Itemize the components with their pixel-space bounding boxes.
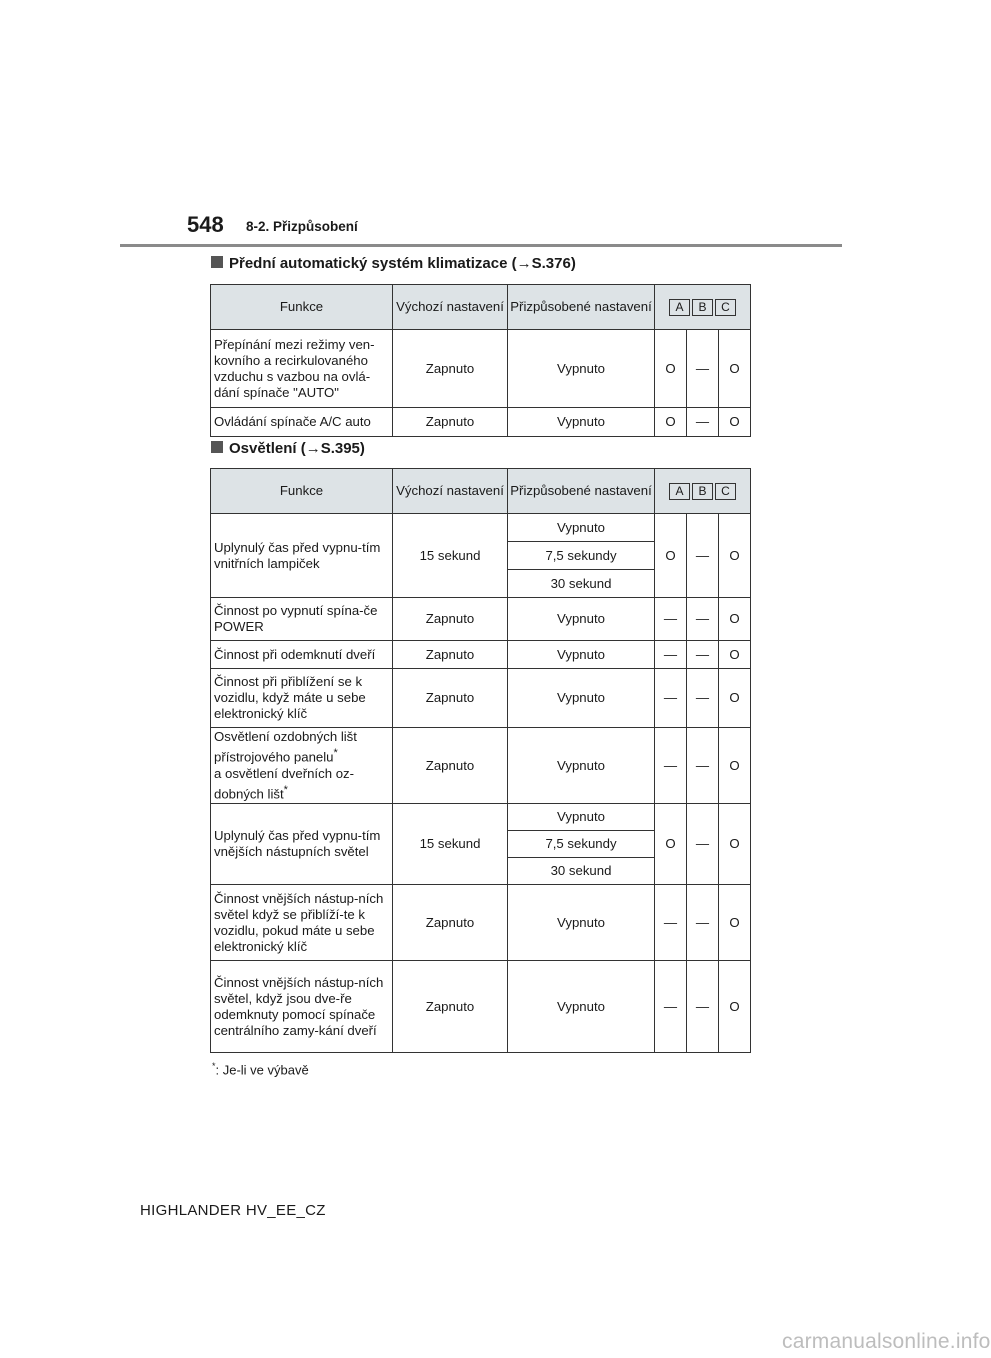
table-row (211, 804, 751, 831)
lighting-table (210, 468, 751, 1053)
table-row (211, 408, 751, 437)
box-b: B (692, 483, 713, 500)
cell-default: 15 sekund (393, 804, 508, 885)
table-header-row (211, 469, 751, 514)
cell-a: — (655, 885, 687, 961)
col-abc (655, 285, 751, 330)
cell-a: O (655, 330, 687, 408)
box-a: A (669, 299, 690, 316)
cell-a: O (655, 514, 687, 598)
cell-custom: Vypnuto (508, 641, 655, 669)
table-row (211, 669, 751, 728)
col-abc (655, 469, 751, 514)
cell-function: Činnost vnějších nástup-ních světel když se přiblíží-te k vozidlu, pokud máte u sebe elektronický klíč (211, 885, 393, 961)
cell-b: — (687, 885, 719, 961)
footnote-mark: * (212, 1061, 216, 1071)
cell-custom: Vypnuto (508, 728, 655, 804)
cell-custom: Vypnuto (508, 408, 655, 437)
table-row (211, 728, 751, 804)
cell-custom: Vypnuto (508, 669, 655, 728)
cell-a: O (655, 408, 687, 437)
cell-custom: 7,5 sekundy (508, 831, 655, 858)
climate-table (210, 284, 751, 437)
cell-default: Zapnuto (393, 408, 508, 437)
cell-a: — (655, 728, 687, 804)
cell-default: Zapnuto (393, 961, 508, 1053)
table-row (211, 598, 751, 641)
cell-default: Zapnuto (393, 669, 508, 728)
table-row (211, 330, 751, 408)
col-funkce: Funkce (211, 285, 393, 330)
cell-b: — (687, 641, 719, 669)
square-bullet-icon (211, 256, 223, 268)
page-number: 548 (187, 212, 224, 237)
box-c: C (715, 299, 736, 316)
table-row (211, 641, 751, 669)
cell-b: — (687, 598, 719, 641)
cell-custom: 7,5 sekundy (508, 542, 655, 570)
cell-custom: Vypnuto (508, 804, 655, 831)
cell-c: O (719, 330, 751, 408)
col-vychozi: Výchozí nastavení (393, 285, 508, 330)
cell-function: Osvětlení ozdobných lišt přístrojového panelu* a osvětlení dveřních oz-dobných lišt* (211, 728, 393, 804)
col-prizpusobene: Přizpůsobené nastavení (508, 469, 655, 514)
footnote-mark: * (283, 783, 288, 796)
cell-a: — (655, 641, 687, 669)
model-code: HIGHLANDER HV_EE_CZ (140, 1202, 326, 1219)
footnote: *: Je-li ve výbavě (212, 1061, 309, 1078)
cell-b: — (687, 961, 719, 1053)
cell-b: — (687, 330, 719, 408)
cell-function: Přepínání mezi režimy ven-kovního a recirkulovaného vzduchu s vazbou na ovlá-dání spínače "AUTO" (211, 330, 393, 408)
cell-custom: 30 sekund (508, 858, 655, 885)
cell-b: — (687, 669, 719, 728)
cell-c: O (719, 885, 751, 961)
square-bullet-icon (211, 441, 223, 453)
cell-c: O (719, 641, 751, 669)
cell-c: O (719, 514, 751, 598)
cell-default: Zapnuto (393, 885, 508, 961)
cell-custom: Vypnuto (508, 598, 655, 641)
header-rule (120, 244, 842, 247)
footnote-mark: * (333, 747, 338, 760)
cell-default: Zapnuto (393, 598, 508, 641)
cell-c: O (719, 804, 751, 885)
cell-b: — (687, 408, 719, 437)
cell-custom: Vypnuto (508, 885, 655, 961)
table-row (211, 514, 751, 542)
watermark: carmanualsonline.info (782, 1330, 991, 1353)
col-prizpusobene: Přizpůsobené nastavení (508, 285, 655, 330)
section-title-lighting: Osvětlení (→S.395) (211, 440, 365, 457)
box-b: B (692, 299, 713, 316)
cell-default: Zapnuto (393, 728, 508, 804)
cell-custom: Vypnuto (508, 330, 655, 408)
cell-c: O (719, 961, 751, 1053)
cell-function: Uplynulý čas před vypnu-tím vnitřních lampiček (211, 514, 393, 598)
col-vychozi: Výchozí nastavení (393, 469, 508, 514)
cell-default: 15 sekund (393, 514, 508, 598)
cell-custom: Vypnuto (508, 961, 655, 1053)
cell-a: — (655, 961, 687, 1053)
table-row (211, 885, 751, 961)
cell-c: O (719, 408, 751, 437)
cell-a: — (655, 598, 687, 641)
cell-custom: Vypnuto (508, 514, 655, 542)
col-funkce: Funkce (211, 469, 393, 514)
cell-c: O (719, 669, 751, 728)
cell-a: — (655, 669, 687, 728)
cell-default: Zapnuto (393, 330, 508, 408)
cell-function: Činnost při odemknutí dveří (211, 641, 393, 669)
cell-c: O (719, 728, 751, 804)
chapter-title: 8-2. Přizpůsobení (246, 219, 358, 234)
cell-function: Činnost po vypnutí spína-če POWER (211, 598, 393, 641)
table-header-row (211, 285, 751, 330)
box-a: A (669, 483, 690, 500)
table-row (211, 961, 751, 1053)
cell-c: O (719, 598, 751, 641)
cell-function: Uplynulý čas před vypnu-tím vnějších nástupních světel (211, 804, 393, 885)
cell-b: — (687, 514, 719, 598)
cell-default: Zapnuto (393, 641, 508, 669)
box-c: C (715, 483, 736, 500)
cell-b: — (687, 728, 719, 804)
cell-b: — (687, 804, 719, 885)
cell-function: Činnost při přiblížení se k vozidlu, když máte u sebe elektronický klíč (211, 669, 393, 728)
cell-function: Ovládání spínače A/C auto (211, 408, 393, 437)
section-title-climate: Přední automatický systém klimatizace (→S.376) (211, 255, 576, 272)
cell-a: O (655, 804, 687, 885)
cell-custom: 30 sekund (508, 570, 655, 598)
cell-function: Činnost vnějších nástup-ních světel, když jsou dve-ře odemknuty pomocí spínače centrálního zamy-kání dveří (211, 961, 393, 1053)
